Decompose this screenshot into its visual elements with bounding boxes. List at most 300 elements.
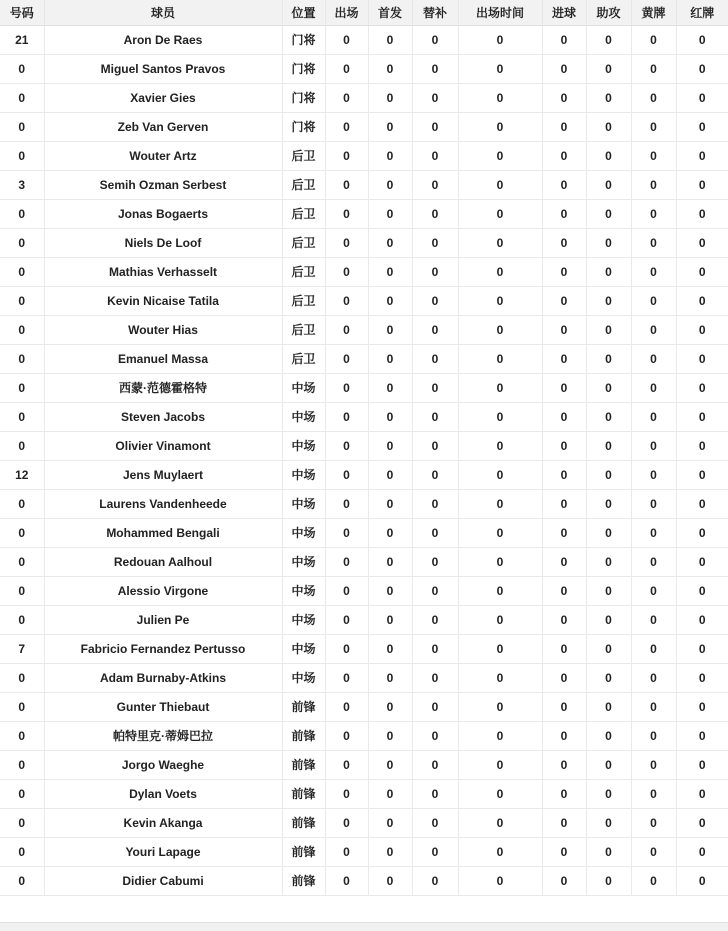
cell-goals: 0 xyxy=(542,344,586,373)
cell-yellow-cards: 0 xyxy=(631,692,676,721)
cell-minutes: 0 xyxy=(458,402,542,431)
cell-number: 12 xyxy=(0,460,44,489)
cell-substitute: 0 xyxy=(412,489,458,518)
cell-goals: 0 xyxy=(542,170,586,199)
cell-appearances: 0 xyxy=(325,489,368,518)
cell-red-cards: 0 xyxy=(676,663,728,692)
cell-goals: 0 xyxy=(542,750,586,779)
cell-assists: 0 xyxy=(586,460,631,489)
cell-goals: 0 xyxy=(542,431,586,460)
cell-player-name: Jonas Bogaerts xyxy=(44,199,282,228)
cell-goals: 0 xyxy=(542,634,586,663)
cell-substitute: 0 xyxy=(412,373,458,402)
cell-red-cards: 0 xyxy=(676,54,728,83)
cell-red-cards: 0 xyxy=(676,25,728,54)
cell-number: 0 xyxy=(0,605,44,634)
cell-assists: 0 xyxy=(586,344,631,373)
cell-starts: 0 xyxy=(368,199,412,228)
cell-number: 0 xyxy=(0,344,44,373)
cell-player-name: Jorgo Waeghe xyxy=(44,750,282,779)
cell-number: 0 xyxy=(0,83,44,112)
table-row[interactable] xyxy=(0,141,728,170)
cell-player-name: Didier Cabumi xyxy=(44,866,282,895)
cell-starts: 0 xyxy=(368,663,412,692)
cell-yellow-cards: 0 xyxy=(631,576,676,605)
cell-yellow-cards: 0 xyxy=(631,286,676,315)
cell-player-name: Aron De Raes xyxy=(44,25,282,54)
cell-yellow-cards: 0 xyxy=(631,605,676,634)
cell-red-cards: 0 xyxy=(676,808,728,837)
cell-starts: 0 xyxy=(368,141,412,170)
cell-number: 0 xyxy=(0,315,44,344)
cell-appearances: 0 xyxy=(325,576,368,605)
table-row[interactable] xyxy=(0,837,728,866)
cell-player-name: Youri Lapage xyxy=(44,837,282,866)
cell-red-cards: 0 xyxy=(676,141,728,170)
cell-position: 前锋 xyxy=(282,750,325,779)
cell-number: 0 xyxy=(0,547,44,576)
table-row[interactable] xyxy=(0,112,728,141)
table-row[interactable] xyxy=(0,286,728,315)
cell-starts: 0 xyxy=(368,605,412,634)
cell-assists: 0 xyxy=(586,518,631,547)
cell-starts: 0 xyxy=(368,315,412,344)
cell-number: 0 xyxy=(0,112,44,141)
cell-red-cards: 0 xyxy=(676,634,728,663)
cell-starts: 0 xyxy=(368,837,412,866)
cell-number: 0 xyxy=(0,402,44,431)
table-row[interactable] xyxy=(0,431,728,460)
table-row[interactable] xyxy=(0,402,728,431)
cell-appearances: 0 xyxy=(325,344,368,373)
cell-assists: 0 xyxy=(586,315,631,344)
cell-starts: 0 xyxy=(368,257,412,286)
cell-goals: 0 xyxy=(542,402,586,431)
cell-number: 7 xyxy=(0,634,44,663)
cell-assists: 0 xyxy=(586,779,631,808)
cell-yellow-cards: 0 xyxy=(631,228,676,257)
cell-red-cards: 0 xyxy=(676,344,728,373)
column-header-starts: 首发 xyxy=(368,0,412,25)
cell-appearances: 0 xyxy=(325,663,368,692)
cell-starts: 0 xyxy=(368,547,412,576)
table-row[interactable] xyxy=(0,721,728,750)
cell-yellow-cards: 0 xyxy=(631,199,676,228)
cell-starts: 0 xyxy=(368,402,412,431)
cell-assists: 0 xyxy=(586,25,631,54)
cell-minutes: 0 xyxy=(458,518,542,547)
cell-goals: 0 xyxy=(542,141,586,170)
cell-yellow-cards: 0 xyxy=(631,547,676,576)
cell-minutes: 0 xyxy=(458,489,542,518)
cell-position: 后卫 xyxy=(282,257,325,286)
cell-appearances: 0 xyxy=(325,837,368,866)
cell-player-name: Emanuel Massa xyxy=(44,344,282,373)
cell-red-cards: 0 xyxy=(676,199,728,228)
cell-yellow-cards: 0 xyxy=(631,257,676,286)
cell-substitute: 0 xyxy=(412,54,458,83)
cell-goals: 0 xyxy=(542,489,586,518)
cell-starts: 0 xyxy=(368,83,412,112)
cell-substitute: 0 xyxy=(412,518,458,547)
cell-assists: 0 xyxy=(586,257,631,286)
cell-substitute: 0 xyxy=(412,605,458,634)
column-header-minutes: 出场时间 xyxy=(458,0,542,25)
cell-assists: 0 xyxy=(586,83,631,112)
cell-goals: 0 xyxy=(542,315,586,344)
table-row[interactable] xyxy=(0,170,728,199)
cell-substitute: 0 xyxy=(412,547,458,576)
cell-position: 中场 xyxy=(282,605,325,634)
cell-player-name: Semih Ozman Serbest xyxy=(44,170,282,199)
table-row[interactable] xyxy=(0,228,728,257)
cell-starts: 0 xyxy=(368,228,412,257)
cell-starts: 0 xyxy=(368,692,412,721)
cell-starts: 0 xyxy=(368,344,412,373)
cell-substitute: 0 xyxy=(412,25,458,54)
cell-assists: 0 xyxy=(586,576,631,605)
cell-substitute: 0 xyxy=(412,779,458,808)
cell-position: 中场 xyxy=(282,460,325,489)
cell-yellow-cards: 0 xyxy=(631,431,676,460)
cell-position: 前锋 xyxy=(282,779,325,808)
cell-yellow-cards: 0 xyxy=(631,141,676,170)
cell-position: 中场 xyxy=(282,547,325,576)
column-header-number: 号码 xyxy=(0,0,44,25)
cell-minutes: 0 xyxy=(458,663,542,692)
cell-yellow-cards: 0 xyxy=(631,402,676,431)
cell-assists: 0 xyxy=(586,402,631,431)
cell-starts: 0 xyxy=(368,576,412,605)
cell-goals: 0 xyxy=(542,373,586,402)
cell-yellow-cards: 0 xyxy=(631,837,676,866)
cell-number: 0 xyxy=(0,692,44,721)
cell-player-name: Wouter Artz xyxy=(44,141,282,170)
table-row[interactable] xyxy=(0,576,728,605)
cell-red-cards: 0 xyxy=(676,576,728,605)
cell-player-name: Alessio Virgone xyxy=(44,576,282,605)
cell-appearances: 0 xyxy=(325,373,368,402)
cell-substitute: 0 xyxy=(412,112,458,141)
cell-red-cards: 0 xyxy=(676,315,728,344)
cell-minutes: 0 xyxy=(458,315,542,344)
cell-position: 后卫 xyxy=(282,344,325,373)
cell-minutes: 0 xyxy=(458,170,542,199)
cell-starts: 0 xyxy=(368,518,412,547)
cell-number: 0 xyxy=(0,286,44,315)
cell-appearances: 0 xyxy=(325,460,368,489)
cell-red-cards: 0 xyxy=(676,286,728,315)
cell-substitute: 0 xyxy=(412,576,458,605)
cell-appearances: 0 xyxy=(325,518,368,547)
cell-substitute: 0 xyxy=(412,808,458,837)
cell-assists: 0 xyxy=(586,431,631,460)
cell-minutes: 0 xyxy=(458,460,542,489)
cell-appearances: 0 xyxy=(325,54,368,83)
table-row[interactable] xyxy=(0,199,728,228)
cell-assists: 0 xyxy=(586,750,631,779)
cell-yellow-cards: 0 xyxy=(631,489,676,518)
cell-player-name: Wouter Hias xyxy=(44,315,282,344)
cell-substitute: 0 xyxy=(412,431,458,460)
table-row[interactable] xyxy=(0,663,728,692)
cell-goals: 0 xyxy=(542,228,586,257)
table-row[interactable] xyxy=(0,344,728,373)
cell-substitute: 0 xyxy=(412,141,458,170)
table-row[interactable] xyxy=(0,605,728,634)
cell-assists: 0 xyxy=(586,199,631,228)
table-row[interactable] xyxy=(0,866,728,895)
cell-starts: 0 xyxy=(368,431,412,460)
cell-starts: 0 xyxy=(368,634,412,663)
cell-appearances: 0 xyxy=(325,634,368,663)
cell-goals: 0 xyxy=(542,83,586,112)
cell-red-cards: 0 xyxy=(676,547,728,576)
column-header-red-cards: 红牌 xyxy=(676,0,728,25)
cell-assists: 0 xyxy=(586,837,631,866)
cell-substitute: 0 xyxy=(412,837,458,866)
cell-starts: 0 xyxy=(368,460,412,489)
cell-assists: 0 xyxy=(586,170,631,199)
cell-player-name: Jens Muylaert xyxy=(44,460,282,489)
cell-position: 前锋 xyxy=(282,721,325,750)
cell-substitute: 0 xyxy=(412,721,458,750)
cell-minutes: 0 xyxy=(458,373,542,402)
cell-position: 中场 xyxy=(282,489,325,518)
cell-position: 中场 xyxy=(282,576,325,605)
cell-red-cards: 0 xyxy=(676,170,728,199)
cell-starts: 0 xyxy=(368,112,412,141)
cell-number: 0 xyxy=(0,576,44,605)
cell-position: 后卫 xyxy=(282,286,325,315)
cell-red-cards: 0 xyxy=(676,837,728,866)
cell-minutes: 0 xyxy=(458,112,542,141)
table-row[interactable] xyxy=(0,83,728,112)
cell-goals: 0 xyxy=(542,199,586,228)
table-row[interactable] xyxy=(0,25,728,54)
cell-appearances: 0 xyxy=(325,257,368,286)
cell-number: 0 xyxy=(0,518,44,547)
cell-goals: 0 xyxy=(542,692,586,721)
cell-minutes: 0 xyxy=(458,141,542,170)
table-row[interactable] xyxy=(0,54,728,83)
cell-number: 0 xyxy=(0,228,44,257)
cell-appearances: 0 xyxy=(325,866,368,895)
cell-assists: 0 xyxy=(586,141,631,170)
cell-appearances: 0 xyxy=(325,286,368,315)
cell-yellow-cards: 0 xyxy=(631,373,676,402)
cell-red-cards: 0 xyxy=(676,866,728,895)
cell-goals: 0 xyxy=(542,779,586,808)
cell-assists: 0 xyxy=(586,286,631,315)
cell-starts: 0 xyxy=(368,25,412,54)
cell-player-name: Redouan Aalhoul xyxy=(44,547,282,576)
cell-red-cards: 0 xyxy=(676,460,728,489)
cell-yellow-cards: 0 xyxy=(631,344,676,373)
cell-player-name: Mohammed Bengali xyxy=(44,518,282,547)
cell-substitute: 0 xyxy=(412,344,458,373)
cell-player-name: Dylan Voets xyxy=(44,779,282,808)
cell-substitute: 0 xyxy=(412,750,458,779)
cell-yellow-cards: 0 xyxy=(631,663,676,692)
cell-appearances: 0 xyxy=(325,315,368,344)
cell-player-name: Adam Burnaby-Atkins xyxy=(44,663,282,692)
cell-position: 后卫 xyxy=(282,170,325,199)
table-row[interactable] xyxy=(0,634,728,663)
table-row[interactable] xyxy=(0,460,728,489)
cell-yellow-cards: 0 xyxy=(631,808,676,837)
cell-starts: 0 xyxy=(368,170,412,199)
cell-player-name: Miguel Santos Pravos xyxy=(44,54,282,83)
cell-goals: 0 xyxy=(542,54,586,83)
cell-number: 21 xyxy=(0,25,44,54)
cell-substitute: 0 xyxy=(412,692,458,721)
cell-yellow-cards: 0 xyxy=(631,25,676,54)
cell-minutes: 0 xyxy=(458,54,542,83)
cell-appearances: 0 xyxy=(325,228,368,257)
cell-position: 后卫 xyxy=(282,199,325,228)
table-row[interactable] xyxy=(0,808,728,837)
cell-appearances: 0 xyxy=(325,547,368,576)
cell-player-name: Niels De Loof xyxy=(44,228,282,257)
cell-goals: 0 xyxy=(542,808,586,837)
cell-yellow-cards: 0 xyxy=(631,460,676,489)
cell-goals: 0 xyxy=(542,257,586,286)
table-row[interactable] xyxy=(0,373,728,402)
cell-starts: 0 xyxy=(368,54,412,83)
cell-appearances: 0 xyxy=(325,170,368,199)
cell-minutes: 0 xyxy=(458,228,542,257)
cell-starts: 0 xyxy=(368,779,412,808)
cell-number: 0 xyxy=(0,141,44,170)
cell-goals: 0 xyxy=(542,547,586,576)
cell-assists: 0 xyxy=(586,54,631,83)
cell-number: 0 xyxy=(0,199,44,228)
cell-player-name: Olivier Vinamont xyxy=(44,431,282,460)
cell-assists: 0 xyxy=(586,808,631,837)
cell-number: 0 xyxy=(0,663,44,692)
cell-player-name: Kevin Nicaise Tatila xyxy=(44,286,282,315)
column-header-assists: 助攻 xyxy=(586,0,631,25)
cell-goals: 0 xyxy=(542,25,586,54)
cell-starts: 0 xyxy=(368,750,412,779)
cell-red-cards: 0 xyxy=(676,83,728,112)
table-row[interactable] xyxy=(0,518,728,547)
cell-substitute: 0 xyxy=(412,663,458,692)
section-divider-strip xyxy=(0,922,728,931)
cell-red-cards: 0 xyxy=(676,112,728,141)
cell-position: 门将 xyxy=(282,83,325,112)
cell-minutes: 0 xyxy=(458,257,542,286)
cell-number: 0 xyxy=(0,866,44,895)
cell-red-cards: 0 xyxy=(676,721,728,750)
cell-minutes: 0 xyxy=(458,286,542,315)
cell-substitute: 0 xyxy=(412,634,458,663)
cell-starts: 0 xyxy=(368,808,412,837)
cell-position: 前锋 xyxy=(282,692,325,721)
table-row[interactable] xyxy=(0,547,728,576)
cell-player-name: 西蒙·范德霍格特 xyxy=(44,373,282,402)
cell-substitute: 0 xyxy=(412,199,458,228)
cell-minutes: 0 xyxy=(458,779,542,808)
table-row[interactable] xyxy=(0,750,728,779)
cell-red-cards: 0 xyxy=(676,489,728,518)
cell-player-name: Fabricio Fernandez Pertusso xyxy=(44,634,282,663)
cell-appearances: 0 xyxy=(325,431,368,460)
cell-position: 门将 xyxy=(282,112,325,141)
cell-yellow-cards: 0 xyxy=(631,750,676,779)
cell-player-name: Laurens Vandenheede xyxy=(44,489,282,518)
cell-yellow-cards: 0 xyxy=(631,315,676,344)
cell-minutes: 0 xyxy=(458,25,542,54)
cell-substitute: 0 xyxy=(412,83,458,112)
cell-substitute: 0 xyxy=(412,402,458,431)
cell-minutes: 0 xyxy=(458,431,542,460)
cell-number: 0 xyxy=(0,54,44,83)
cell-yellow-cards: 0 xyxy=(631,779,676,808)
cell-minutes: 0 xyxy=(458,692,542,721)
cell-red-cards: 0 xyxy=(676,228,728,257)
cell-yellow-cards: 0 xyxy=(631,866,676,895)
cell-goals: 0 xyxy=(542,605,586,634)
cell-red-cards: 0 xyxy=(676,692,728,721)
cell-position: 后卫 xyxy=(282,141,325,170)
cell-number: 0 xyxy=(0,257,44,286)
cell-assists: 0 xyxy=(586,547,631,576)
cell-position: 前锋 xyxy=(282,808,325,837)
cell-substitute: 0 xyxy=(412,257,458,286)
cell-goals: 0 xyxy=(542,576,586,605)
cell-assists: 0 xyxy=(586,373,631,402)
cell-minutes: 0 xyxy=(458,634,542,663)
table-row[interactable] xyxy=(0,489,728,518)
cell-appearances: 0 xyxy=(325,605,368,634)
table-row[interactable] xyxy=(0,315,728,344)
cell-player-name: Steven Jacobs xyxy=(44,402,282,431)
cell-number: 0 xyxy=(0,721,44,750)
table-row[interactable] xyxy=(0,692,728,721)
cell-number: 3 xyxy=(0,170,44,199)
cell-position: 中场 xyxy=(282,373,325,402)
cell-yellow-cards: 0 xyxy=(631,518,676,547)
cell-red-cards: 0 xyxy=(676,605,728,634)
cell-position: 中场 xyxy=(282,634,325,663)
cell-starts: 0 xyxy=(368,489,412,518)
cell-appearances: 0 xyxy=(325,402,368,431)
cell-appearances: 0 xyxy=(325,112,368,141)
table-header-row xyxy=(0,0,728,25)
cell-position: 前锋 xyxy=(282,837,325,866)
cell-red-cards: 0 xyxy=(676,402,728,431)
cell-appearances: 0 xyxy=(325,692,368,721)
cell-substitute: 0 xyxy=(412,228,458,257)
cell-number: 0 xyxy=(0,750,44,779)
column-header-substitute: 替补 xyxy=(412,0,458,25)
cell-assists: 0 xyxy=(586,228,631,257)
cell-minutes: 0 xyxy=(458,547,542,576)
cell-minutes: 0 xyxy=(458,344,542,373)
cell-assists: 0 xyxy=(586,721,631,750)
table-row[interactable] xyxy=(0,779,728,808)
cell-yellow-cards: 0 xyxy=(631,170,676,199)
cell-minutes: 0 xyxy=(458,837,542,866)
column-header-goals: 进球 xyxy=(542,0,586,25)
cell-position: 门将 xyxy=(282,54,325,83)
table-row[interactable] xyxy=(0,257,728,286)
cell-player-name: Julien Pe xyxy=(44,605,282,634)
cell-minutes: 0 xyxy=(458,199,542,228)
cell-starts: 0 xyxy=(368,286,412,315)
